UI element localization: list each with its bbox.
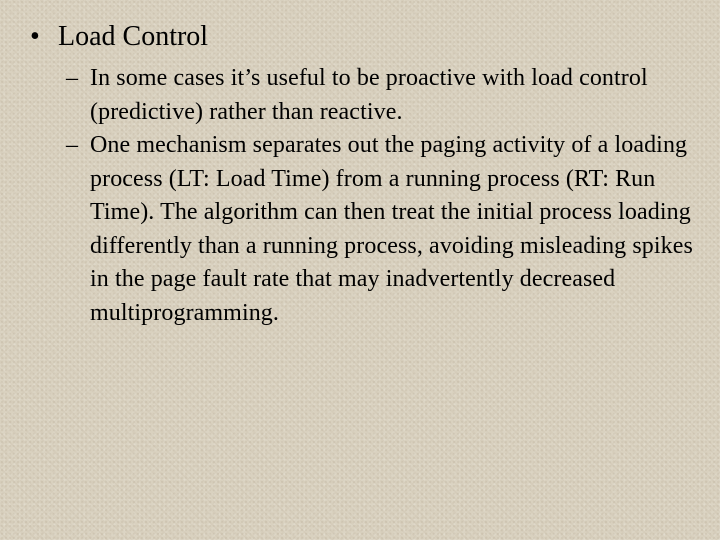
sub-bullet-item <box>66 62 696 129</box>
sub-bullet-text: In some cases it’s useful to be proactive with load control (predictive) rather than reactive. <box>90 65 648 125</box>
main-bullet <box>30 18 700 56</box>
bullet-icon: • <box>30 21 40 52</box>
sub-bullet-item <box>66 129 696 330</box>
dash-icon: – <box>66 65 78 91</box>
sub-bullet-text: One mechanism separates out the paging activity of a loading process (LT: Load Time) from a running process (RT: Run Time). The algorithm can then treat the initial process loading differently than a running process, avoiding misleading spikes in the page fault rate that may inadvertently decreased multiprogramming. <box>90 132 693 326</box>
sub-bullet-list <box>66 62 696 330</box>
slide-heading: Load Control <box>58 21 209 52</box>
dash-icon: – <box>66 132 78 158</box>
